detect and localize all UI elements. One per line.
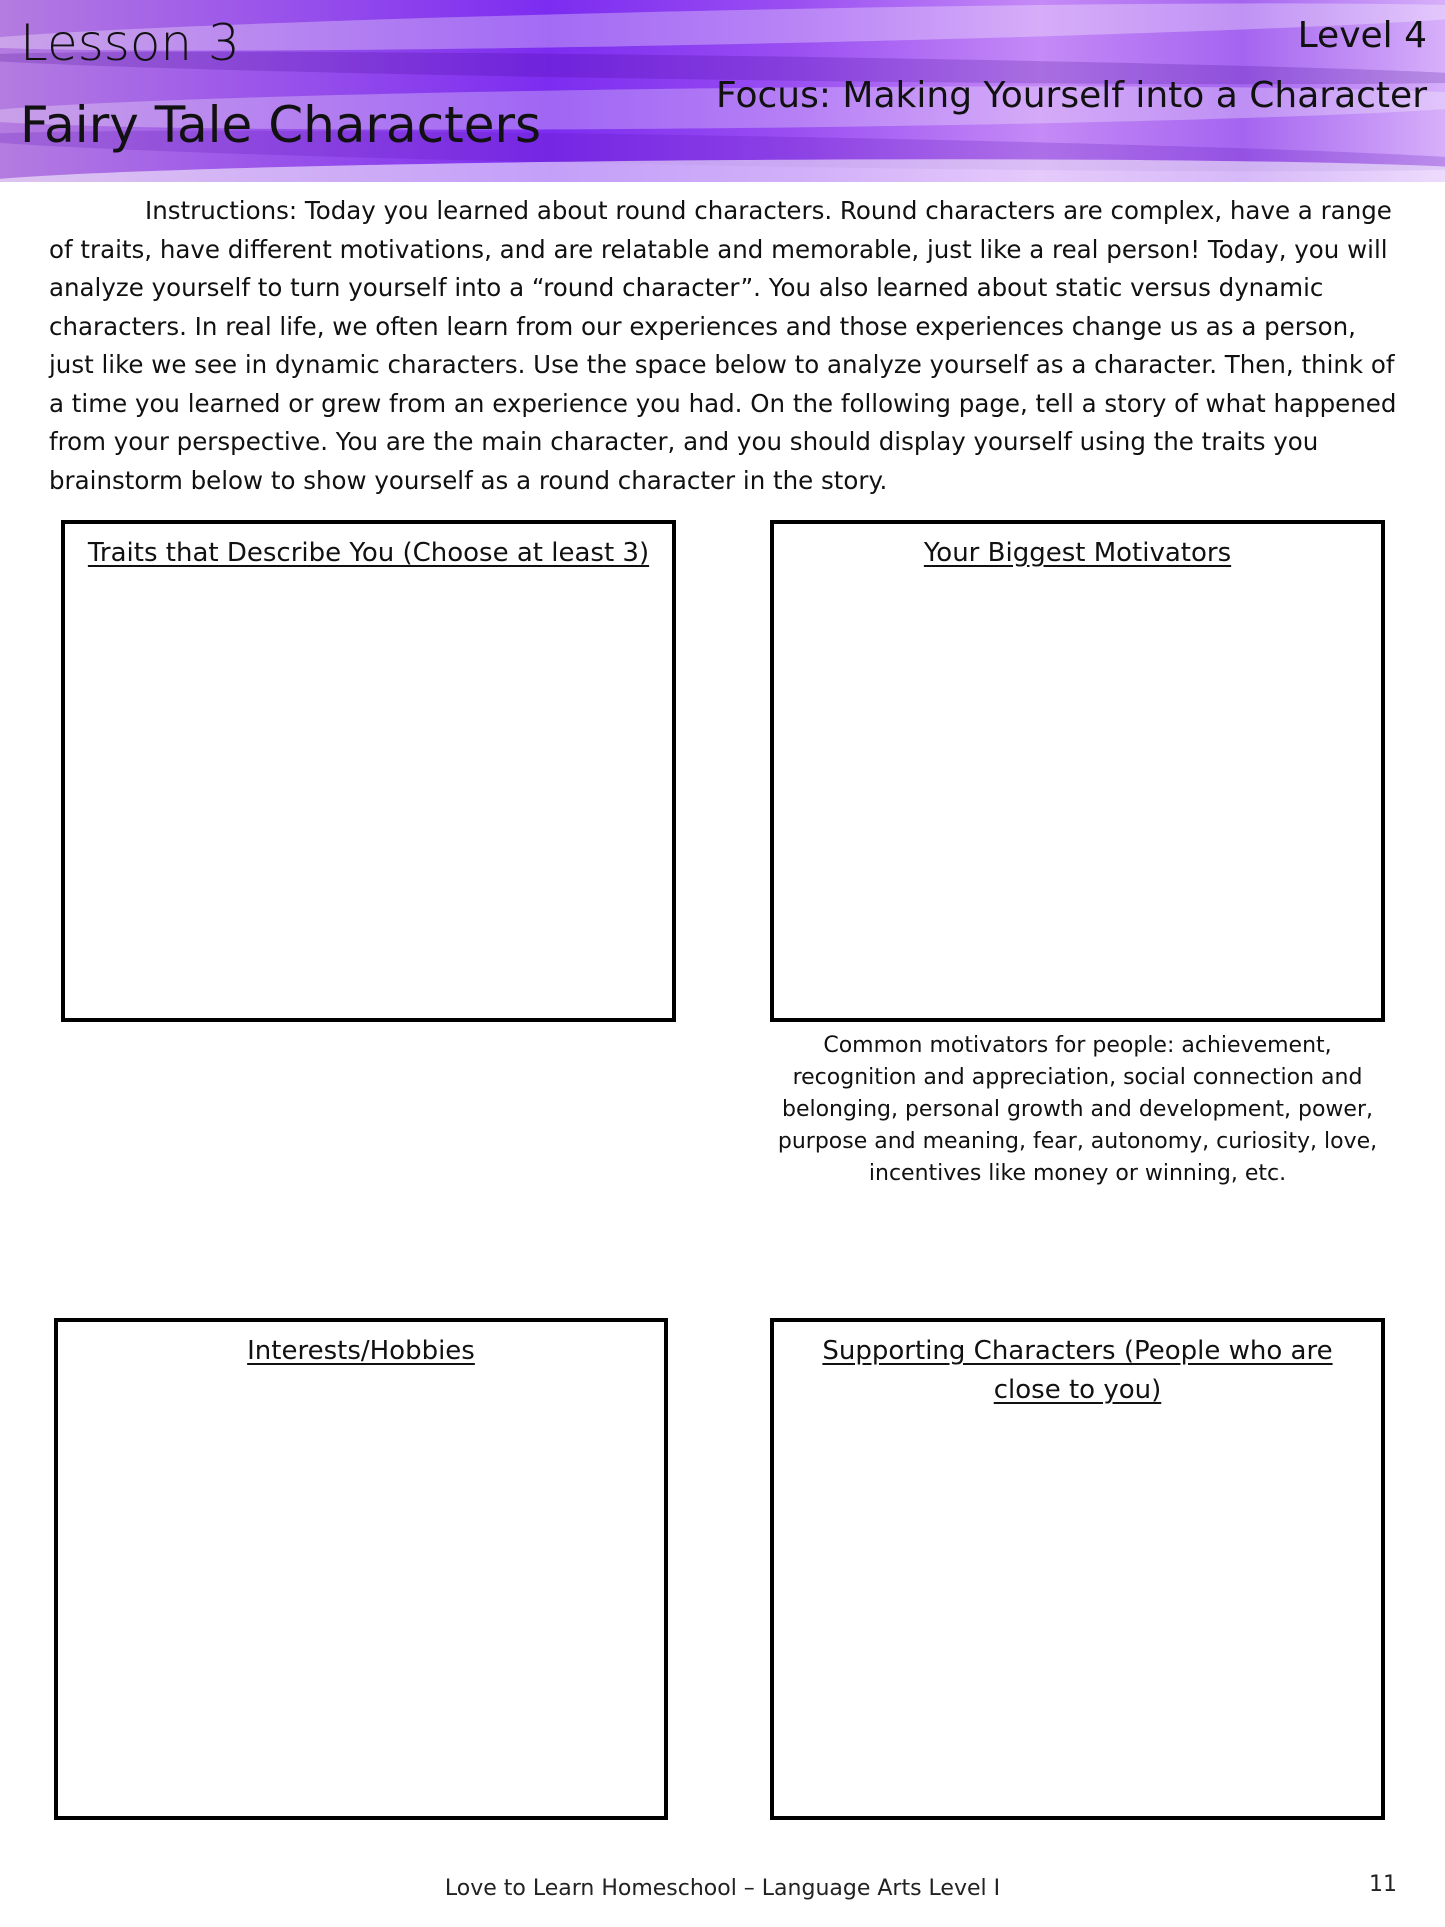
traits-box-title: Traits that Describe You (Choose at least 3)	[87, 538, 650, 568]
motivators-box-title: Your Biggest Motivators	[923, 538, 1232, 568]
lesson-number: Lesson 3	[20, 14, 240, 72]
footer-text: Love to Learn Homeschool – Language Arts Level I	[444, 1876, 1001, 1901]
focus-label: Focus: Making Yourself into a Character	[716, 75, 1427, 116]
motivators-note: Common motivators for people: achievement, recognition and appreciation, social connection and belonging, personal growth and development, power, purpose and meaning, fear, autonomy, curiosity, love, incentives like money or winning, etc.	[777, 1033, 1378, 1186]
motivators-box[interactable]	[770, 520, 1385, 1022]
supporting-characters-box-title: Supporting Characters (People who are close to you)	[822, 1336, 1333, 1405]
header-banner	[0, 0, 1445, 182]
lesson-title: Fairy Tale Characters	[20, 96, 542, 154]
supporting-characters-box[interactable]	[770, 1318, 1385, 1820]
instructions-text: Instructions: Today you learned about round characters. Round characters are complex, have a range of traits, have different motivations, and are relatable and memorable, just like a real person! Today, you will analyze yourself to turn yourself into a “round character”. You also learned about static versus dynamic characters. In real life, we often learn from our experiences and those experiences change us as a person, just like we see in dynamic characters. Use the space below to analyze yourself as a character. Then, think of a time you learned or grew from an experience you had. On the following page, tell a story of what happened from your perspective. You are the main character, and you should display yourself using the traits you brainstorm below to show yourself as a round character in the story.	[49, 196, 1397, 495]
hobbies-box-title: Interests/Hobbies	[247, 1336, 475, 1366]
hobbies-box[interactable]	[54, 1318, 668, 1820]
traits-box[interactable]	[61, 520, 676, 1022]
page-number: 11	[1369, 1872, 1397, 1897]
level-label: Level 4	[1297, 15, 1427, 56]
